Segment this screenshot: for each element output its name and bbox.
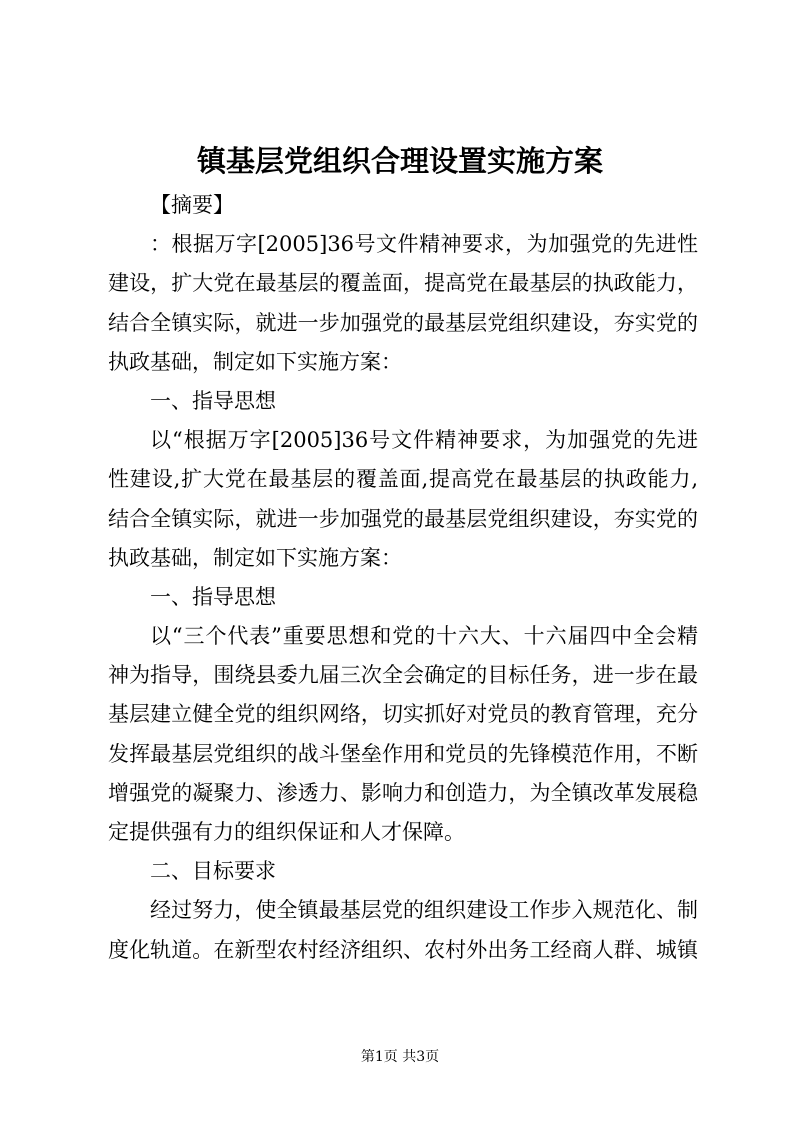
- paragraph-line: 经过努力，使全镇最基层党的组织建设工作步入规范化、制: [150, 898, 698, 923]
- paragraph-line: 以“三个代表”重要思想和党的十六大、十六届四中全会精: [150, 624, 698, 649]
- paragraph-line: 增强党的凝聚力、渗透力、影响力和创造力，为全镇改革发展稳: [108, 780, 698, 805]
- paragraph-line: ：根据万字[2005]36号文件精神要求，为加强党的先进性: [150, 232, 698, 257]
- paragraph-line: 结合全镇实际，就进一步加强党的最基层党组织建设，夯实党的: [108, 310, 698, 335]
- document-title: 镇基层党组织合理设置实施方案: [196, 144, 603, 178]
- document-body: [108, 186, 698, 970]
- paragraph-line: 发挥最基层党组织的战斗堡垒作用和党员的先锋模范作用，不断: [108, 741, 698, 766]
- paragraph-line: 结合全镇实际，就进一步加强党的最基层党组织建设，夯实党的: [108, 506, 698, 531]
- paragraph-line: 以“根据万字[2005]36号文件精神要求，为加强党的先进: [150, 428, 698, 453]
- page-number: 第1页 共3页: [360, 1049, 440, 1065]
- paragraph-line: 性建设,扩大党在最基层的覆盖面,提高党在最基层的执政能力,: [108, 467, 698, 492]
- paragraph-line: 度化轨道。在新型农村经济组织、农村外出务工经商人群、城镇: [108, 937, 698, 962]
- section-heading: 一、指导思想: [150, 584, 276, 609]
- paragraph-line: 神为指导，围绕县委九届三次全会确定的目标任务，进一步在最: [108, 663, 698, 688]
- section-heading: 二、目标要求: [150, 859, 276, 884]
- paragraph-line: 执政基础，制定如下实施方案：: [108, 545, 402, 570]
- abstract-heading: 【摘要】: [150, 193, 234, 217]
- paragraph-line: 建设，扩大党在最基层的覆盖面，提高党在最基层的执政能力，: [108, 271, 698, 296]
- paragraph-line: 基层建立健全党的组织网络，切实抓好对党员的教育管理，充分: [108, 702, 698, 727]
- paragraph-line: 定提供强有力的组织保证和人才保障。: [108, 820, 465, 844]
- paragraph-line: 执政基础，制定如下实施方案：: [108, 349, 402, 374]
- section-heading: 一、指导思想: [150, 388, 276, 413]
